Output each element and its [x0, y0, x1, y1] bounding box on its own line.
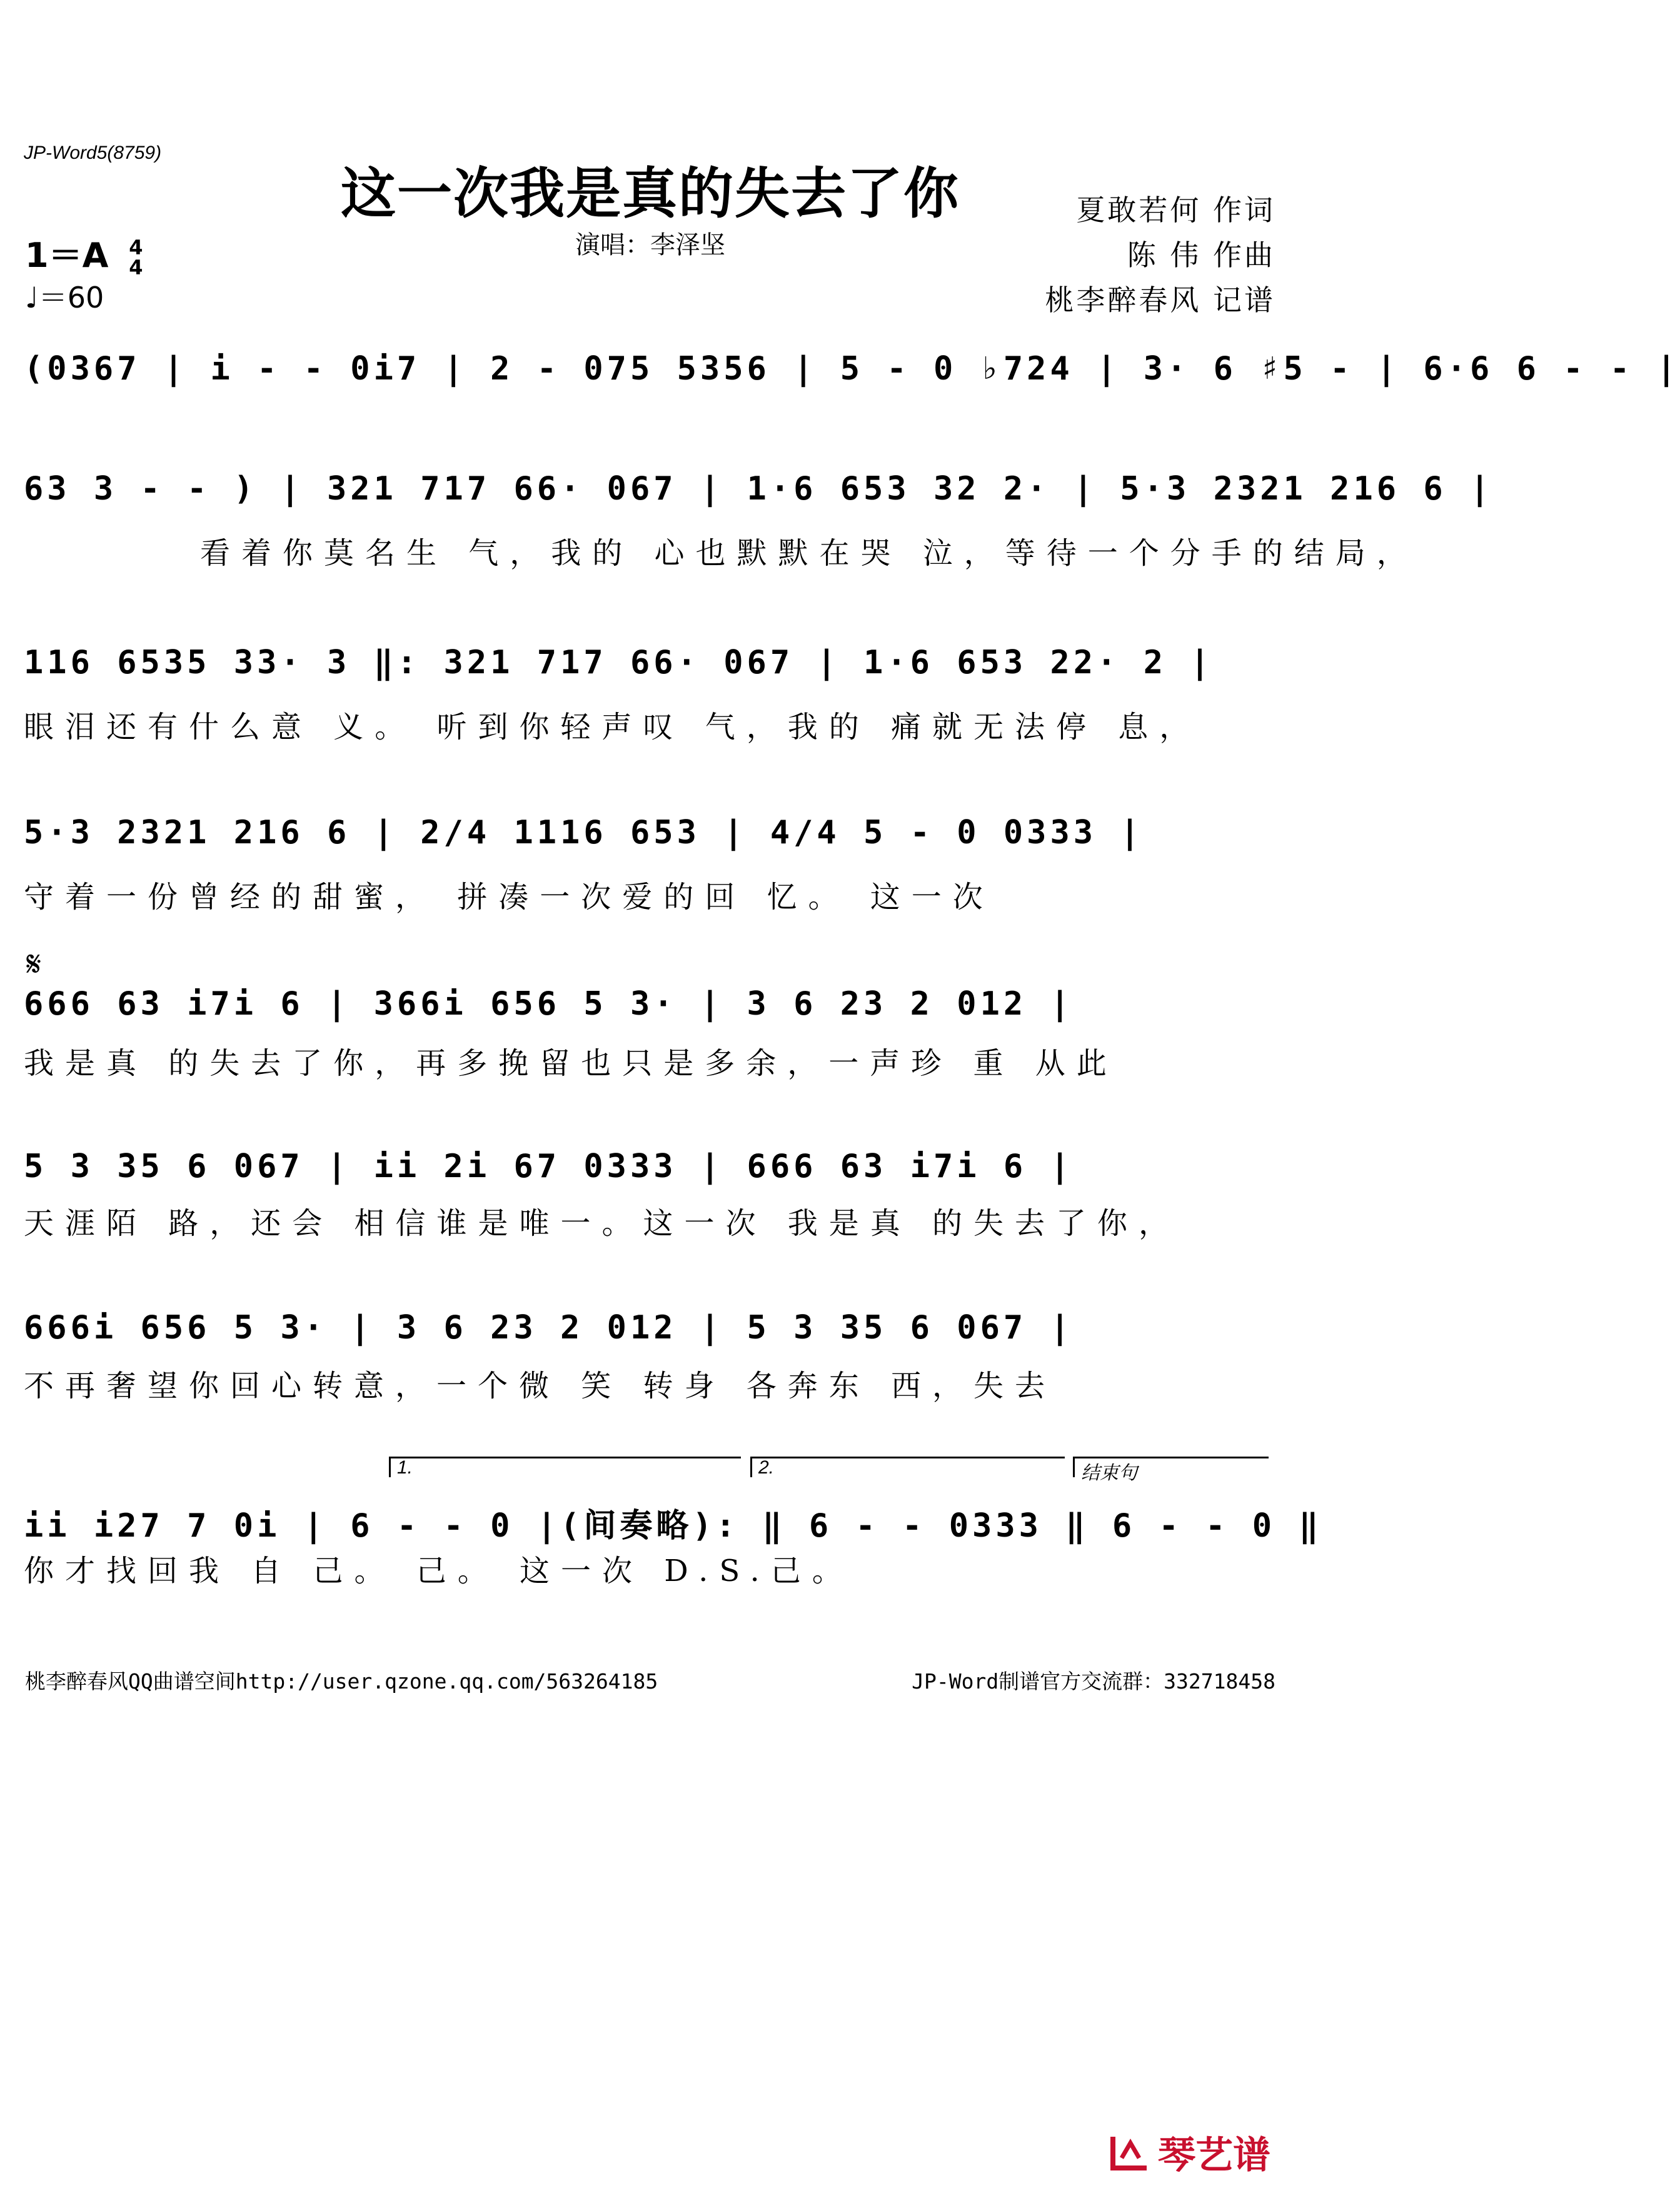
volta-ending-phrase	[1073, 1457, 1269, 1483]
music-line-4: 5·3 2321 216 6 | 2/4 1116 653 | 4/4 5 - 0 0333 |	[24, 814, 1144, 851]
footer-right-group: JP-Word制谱官方交流群：332718458	[912, 1669, 1275, 1694]
lyric-line-6: 天涯陌 路，还会 相信谁是唯一。这一次 我是真 的失去了你，	[24, 1206, 1180, 1241]
volta-first-ending	[389, 1457, 741, 1477]
watermark-text: 琴艺谱	[1158, 2134, 1270, 2177]
lyric-line-7: 不再奢望你回心转意，一个微 笑 转身 各奔东 西，失去	[24, 1368, 1057, 1403]
meter-bottom: 4	[129, 256, 143, 280]
lyric-line-5: 我是真 的失去了你，再多挽留也只是多余，一声珍 重 从此	[24, 1046, 1118, 1081]
time-signature	[129, 238, 143, 278]
segno-sign: 𝄋	[26, 944, 42, 985]
music-line-3: 116 6535 33· 3 ‖: 321 717 66· 067 | 1·6 653 22· 2 |	[24, 644, 1214, 681]
watermark-logo	[1108, 2125, 1270, 2179]
volta-label-1: 1.	[397, 1457, 413, 1478]
qinyipu-logo-icon	[1108, 2130, 1152, 2174]
volta-second-ending	[750, 1457, 1065, 1477]
music-line-2: 63 3 - - ) | 321 717 66· 067 | 1·6 653 32 2· | 5·3 2321 216 6 |	[24, 470, 1494, 508]
meter-top: 4	[129, 236, 143, 260]
lyric-line-4: 守着一份曾经的甜蜜， 拼凑一次爱的回 忆。 这一次	[24, 880, 994, 915]
music-line-8: ii i27 7 0i | 6 - - 0 |(间奏略): ‖ 6 - - 0333 ‖ 6 - - 0 ‖	[24, 1507, 1322, 1545]
composer-credit: 陈 伟 作曲	[1127, 238, 1275, 272]
singer-credit: 演唱：李泽坚	[575, 231, 725, 259]
transcriber-credit: 桃李醉春风 记谱	[1045, 283, 1275, 317]
key-label: 1＝A	[25, 236, 109, 275]
lyric-line-8: 你才找回我 自 己。 己。 这一次 D.S.己。	[24, 1553, 853, 1588]
music-line-1: (0367 | i - - 0i7 | 2 - 075 5356 | 5 - 0 ♭724 | 3· 6 ♯5 - | 6·6 6 - - |	[24, 350, 1680, 388]
footer-left-link[interactable]: 桃李醉春风QQ曲谱空间http://user.qzone.qq.com/563264185	[25, 1669, 658, 1694]
lyric-line-3: 眼泪还有什么意 义。 听到你轻声叹 气，我的 痛就无法停 息，	[24, 710, 1201, 745]
key-signature	[25, 229, 143, 278]
tempo-marking: ♩＝60	[25, 281, 104, 314]
software-brand: JP-Word5(8759)	[24, 143, 162, 163]
music-line-5: 666 63 i7i 6 | 366i 656 5 3· | 3 6 23 2 012 |	[24, 985, 1074, 1023]
volta-label-2: 2.	[758, 1457, 775, 1478]
music-line-6: 5 3 35 6 067 | ii 2i 67 0333 | 666 63 i7i 6 |	[24, 1148, 1074, 1185]
lyric-line-2: 看着你莫名生 气，我的 心也默默在哭 泣，等待一个分手的结局，	[200, 536, 1418, 571]
lyricist-credit: 夏敢若何 作词	[1076, 193, 1275, 227]
music-line-7: 666i 656 5 3· | 3 6 23 2 012 | 5 3 35 6 067 |	[24, 1309, 1074, 1347]
volta-label-3: 结束句	[1081, 1463, 1137, 1483]
song-title: 这一次我是真的失去了你	[340, 161, 960, 226]
